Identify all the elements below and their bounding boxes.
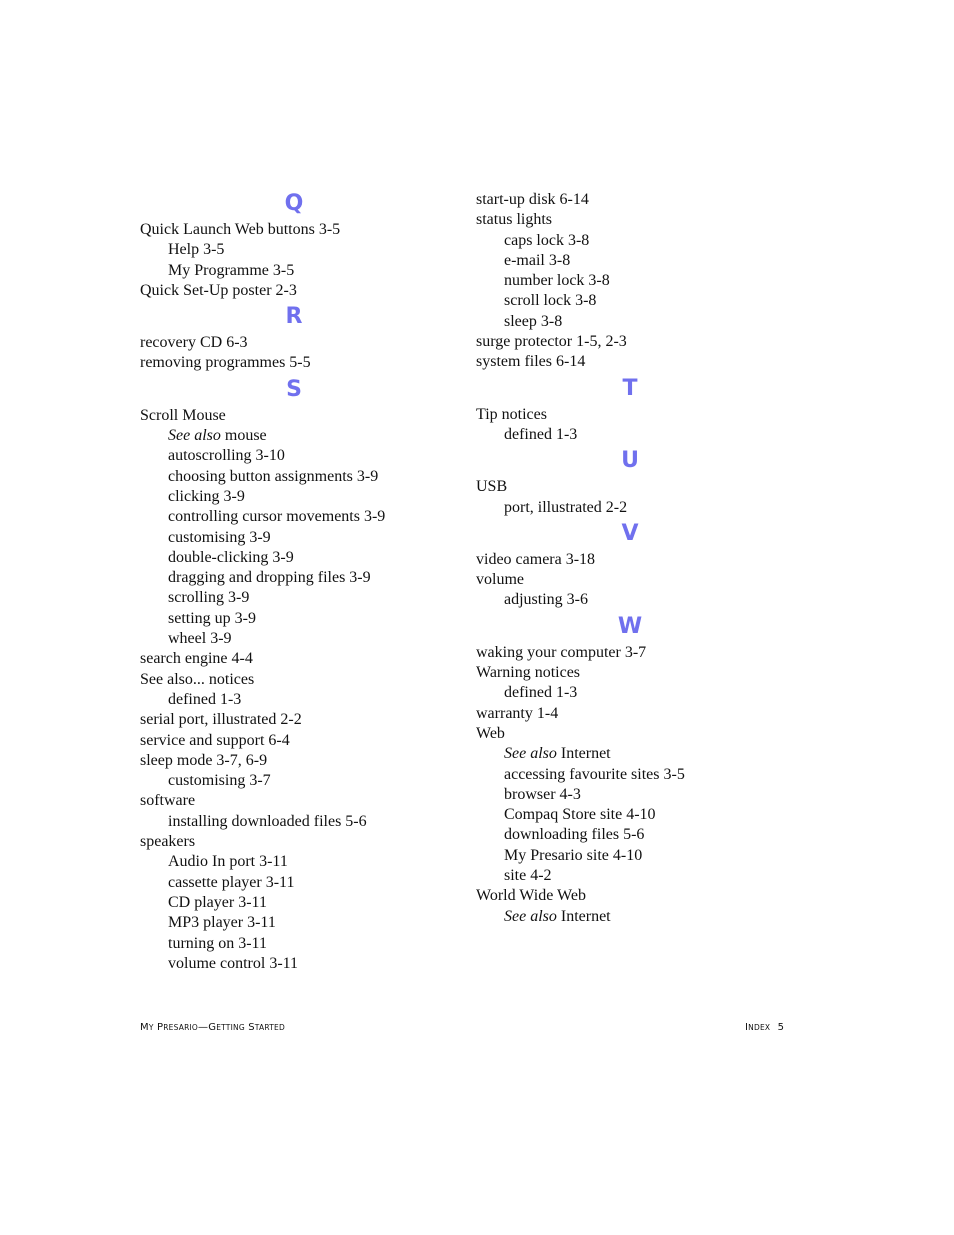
index-entry-text: wheel 3-9 (168, 630, 232, 648)
index-column-left (140, 188, 480, 974)
index-entry (140, 649, 480, 669)
index-entry-text: World Wide Web (476, 887, 586, 905)
index-entry (140, 353, 480, 373)
index-subentry (140, 629, 480, 649)
footer-title-smallcaps: MY PRESARIO—GETTING STARTED (140, 1022, 285, 1033)
index-entry (476, 210, 816, 230)
index-entry-text: cassette player 3-11 (168, 873, 295, 891)
index-subentry (476, 251, 816, 271)
footer-page-number: 5 (777, 1022, 785, 1033)
index-entry-text: recovery CD 6-3 (140, 334, 248, 352)
index-entry (476, 704, 816, 724)
index-subentry (476, 866, 816, 886)
index-subentry (140, 467, 480, 487)
index-entry-text: site 4-2 (504, 867, 552, 885)
index-subentry (140, 240, 480, 260)
index-entry-text: adjusting 3-6 (504, 591, 588, 609)
index-entry-text: Quick Launch Web buttons 3-5 (140, 221, 341, 238)
index-subentry (476, 765, 816, 785)
index-subentry (476, 683, 816, 703)
index-subentry (140, 771, 480, 791)
index-subentry (476, 825, 816, 845)
index-subentry (140, 690, 480, 710)
index-entry-text: mouse (224, 427, 267, 445)
index-entry-text: defined 1-3 (504, 425, 578, 443)
index-subentry (476, 425, 816, 445)
index-subentry (140, 528, 480, 548)
index-subentry (476, 291, 816, 311)
index-subentry (140, 893, 480, 913)
index-entry (476, 570, 816, 590)
index-letter-heading: U (621, 448, 639, 474)
index-entry (140, 710, 480, 730)
index-entry-text: speakers (140, 833, 196, 851)
index-subentry (140, 261, 480, 281)
index-entry-text: sleep mode 3-7, 6-9 (140, 751, 268, 769)
index-entry (476, 724, 816, 744)
index-entry-text: system files 6-14 (476, 353, 586, 371)
index-subentry (476, 785, 816, 805)
index-entry (476, 663, 816, 683)
index-entry (476, 405, 816, 425)
index-subentry (476, 312, 816, 332)
index-subentry (140, 426, 480, 446)
index-entry-text: Help 3-5 (168, 241, 225, 259)
index-entry-text: double-clicking 3-9 (168, 548, 294, 566)
index-subentry (140, 446, 480, 466)
index-entry (140, 751, 480, 771)
index-subentry (140, 609, 480, 629)
index-entry-text: clicking 3-9 (168, 487, 245, 505)
index-entry-text: serial port, illustrated 2-2 (140, 711, 302, 729)
index-entry-text: choosing button assignments 3-9 (168, 467, 379, 485)
index-entry-text: See also... notices (140, 670, 255, 688)
index-entry-text: customising 3-9 (168, 528, 271, 546)
index-letter-heading: W (617, 613, 643, 639)
index-entry-text: waking your computer 3-7 (476, 643, 647, 661)
index-subentry (476, 805, 816, 825)
index-subentry (140, 507, 480, 527)
index-entry-text: scroll lock 3-8 (504, 292, 597, 310)
index-subentry (476, 744, 816, 764)
index-subentry (140, 487, 480, 507)
index-entry (476, 332, 816, 352)
index-entry-text: Quick Set-Up poster 2-3 (140, 281, 297, 299)
index-letter-heading: R (285, 304, 303, 330)
index-entry-text: Warning notices (476, 664, 581, 682)
index-entry-text: defined 1-3 (504, 684, 578, 702)
index-entry-text: CD player 3-11 (168, 893, 267, 911)
index-entry-text: status lights (476, 211, 553, 229)
index-subentry (140, 588, 480, 608)
index-entry-text: Audio In port 3-11 (168, 853, 288, 871)
index-entry-text: turning on 3-11 (168, 934, 267, 952)
index-entry (140, 281, 480, 301)
index-subentry (140, 954, 480, 974)
index-entry-text: customising 3-7 (168, 772, 271, 790)
index-entry-text: volume control 3-11 (168, 954, 299, 972)
index-entry-text: dragging and dropping files 3-9 (168, 569, 371, 587)
index-entry-text: volume (476, 571, 524, 589)
index-entry (476, 190, 816, 210)
index-entry-text: scrolling 3-9 (168, 589, 250, 607)
index-subentry (476, 271, 816, 291)
index-entry (140, 832, 480, 852)
index-entry-text: controlling cursor movements 3-9 (168, 508, 386, 526)
index-entry (140, 791, 480, 811)
index-subentry (476, 907, 816, 927)
index-letter-heading: S (286, 376, 302, 402)
index-subentry (140, 934, 480, 954)
footer-book-title (140, 1022, 285, 1033)
index-subentry (476, 846, 816, 866)
index-entry-text: removing programmes 5-5 (140, 354, 311, 372)
index-entry (140, 333, 480, 353)
index-letter-heading: T (622, 375, 638, 401)
index-entry-text: Scroll Mouse (140, 406, 226, 424)
index-entry-text: caps lock 3-8 (504, 231, 590, 249)
index-entry (476, 643, 816, 663)
index-entry-text: Internet (560, 745, 611, 763)
index-entry (476, 477, 816, 497)
index-column-right (476, 190, 816, 927)
index-entry (476, 550, 816, 570)
index-letter-heading: Q (284, 191, 304, 216)
index-entry-text: MP3 player 3-11 (168, 914, 276, 932)
index-entry-text: USB (476, 478, 508, 496)
index-entry-text: Web (476, 724, 505, 742)
index-entry-text: e-mail 3-8 (504, 251, 571, 269)
index-entry-text: video camera 3-18 (476, 550, 596, 568)
index-entry (140, 220, 480, 240)
index-letter-heading: V (621, 520, 639, 546)
index-entry-text: start-up disk 6-14 (476, 191, 589, 208)
index-subentry (140, 548, 480, 568)
index-entry-text: My Presario site 4-10 (504, 846, 643, 864)
index-subentry (476, 590, 816, 610)
index-entry (140, 731, 480, 751)
index-entry-text: service and support 6-4 (140, 731, 290, 749)
index-entry-text: warranty 1-4 (476, 704, 559, 722)
index-entry (476, 886, 816, 906)
index-entry (140, 670, 480, 690)
index-entry-text: downloading files 5-6 (504, 826, 645, 844)
index-entry-text: surge protector 1-5, 2-3 (476, 333, 627, 351)
index-entry-text: My Programme 3-5 (168, 261, 295, 279)
see-also-label: See also (168, 427, 221, 445)
footer-page-label (745, 1022, 784, 1033)
index-subentry (476, 231, 816, 251)
index-entry-text: Compaq Store site 4-10 (504, 806, 656, 824)
index-subentry (140, 568, 480, 588)
footer-index-smallcaps: INDEX (745, 1022, 771, 1033)
index-entry-text: Tip notices (476, 405, 547, 423)
index-subentry (476, 498, 816, 518)
index-entry-text: number lock 3-8 (504, 272, 610, 290)
index-entry-text: port, illustrated 2-2 (504, 498, 628, 516)
index-subentry (140, 873, 480, 893)
see-also-label: See also (504, 745, 557, 763)
see-also-label: See also (504, 907, 557, 925)
index-entry (476, 352, 816, 372)
index-subentry (140, 913, 480, 933)
index-entry-text: search engine 4-4 (140, 650, 253, 668)
index-entry (140, 406, 480, 426)
index-entry-text: accessing favourite sites 3-5 (504, 765, 685, 783)
index-subentry (140, 852, 480, 872)
index-entry-text: sleep 3-8 (504, 312, 563, 330)
index-subentry (140, 812, 480, 832)
index-entry-text: autoscrolling 3-10 (168, 447, 285, 465)
index-entry-text: setting up 3-9 (168, 609, 256, 627)
index-entry-text: defined 1-3 (168, 690, 242, 708)
index-entry-text: Internet (560, 907, 611, 925)
index-entry-text: software (140, 792, 196, 810)
index-entry-text: installing downloaded files 5-6 (168, 812, 367, 830)
index-entry-text: browser 4-3 (504, 785, 581, 803)
